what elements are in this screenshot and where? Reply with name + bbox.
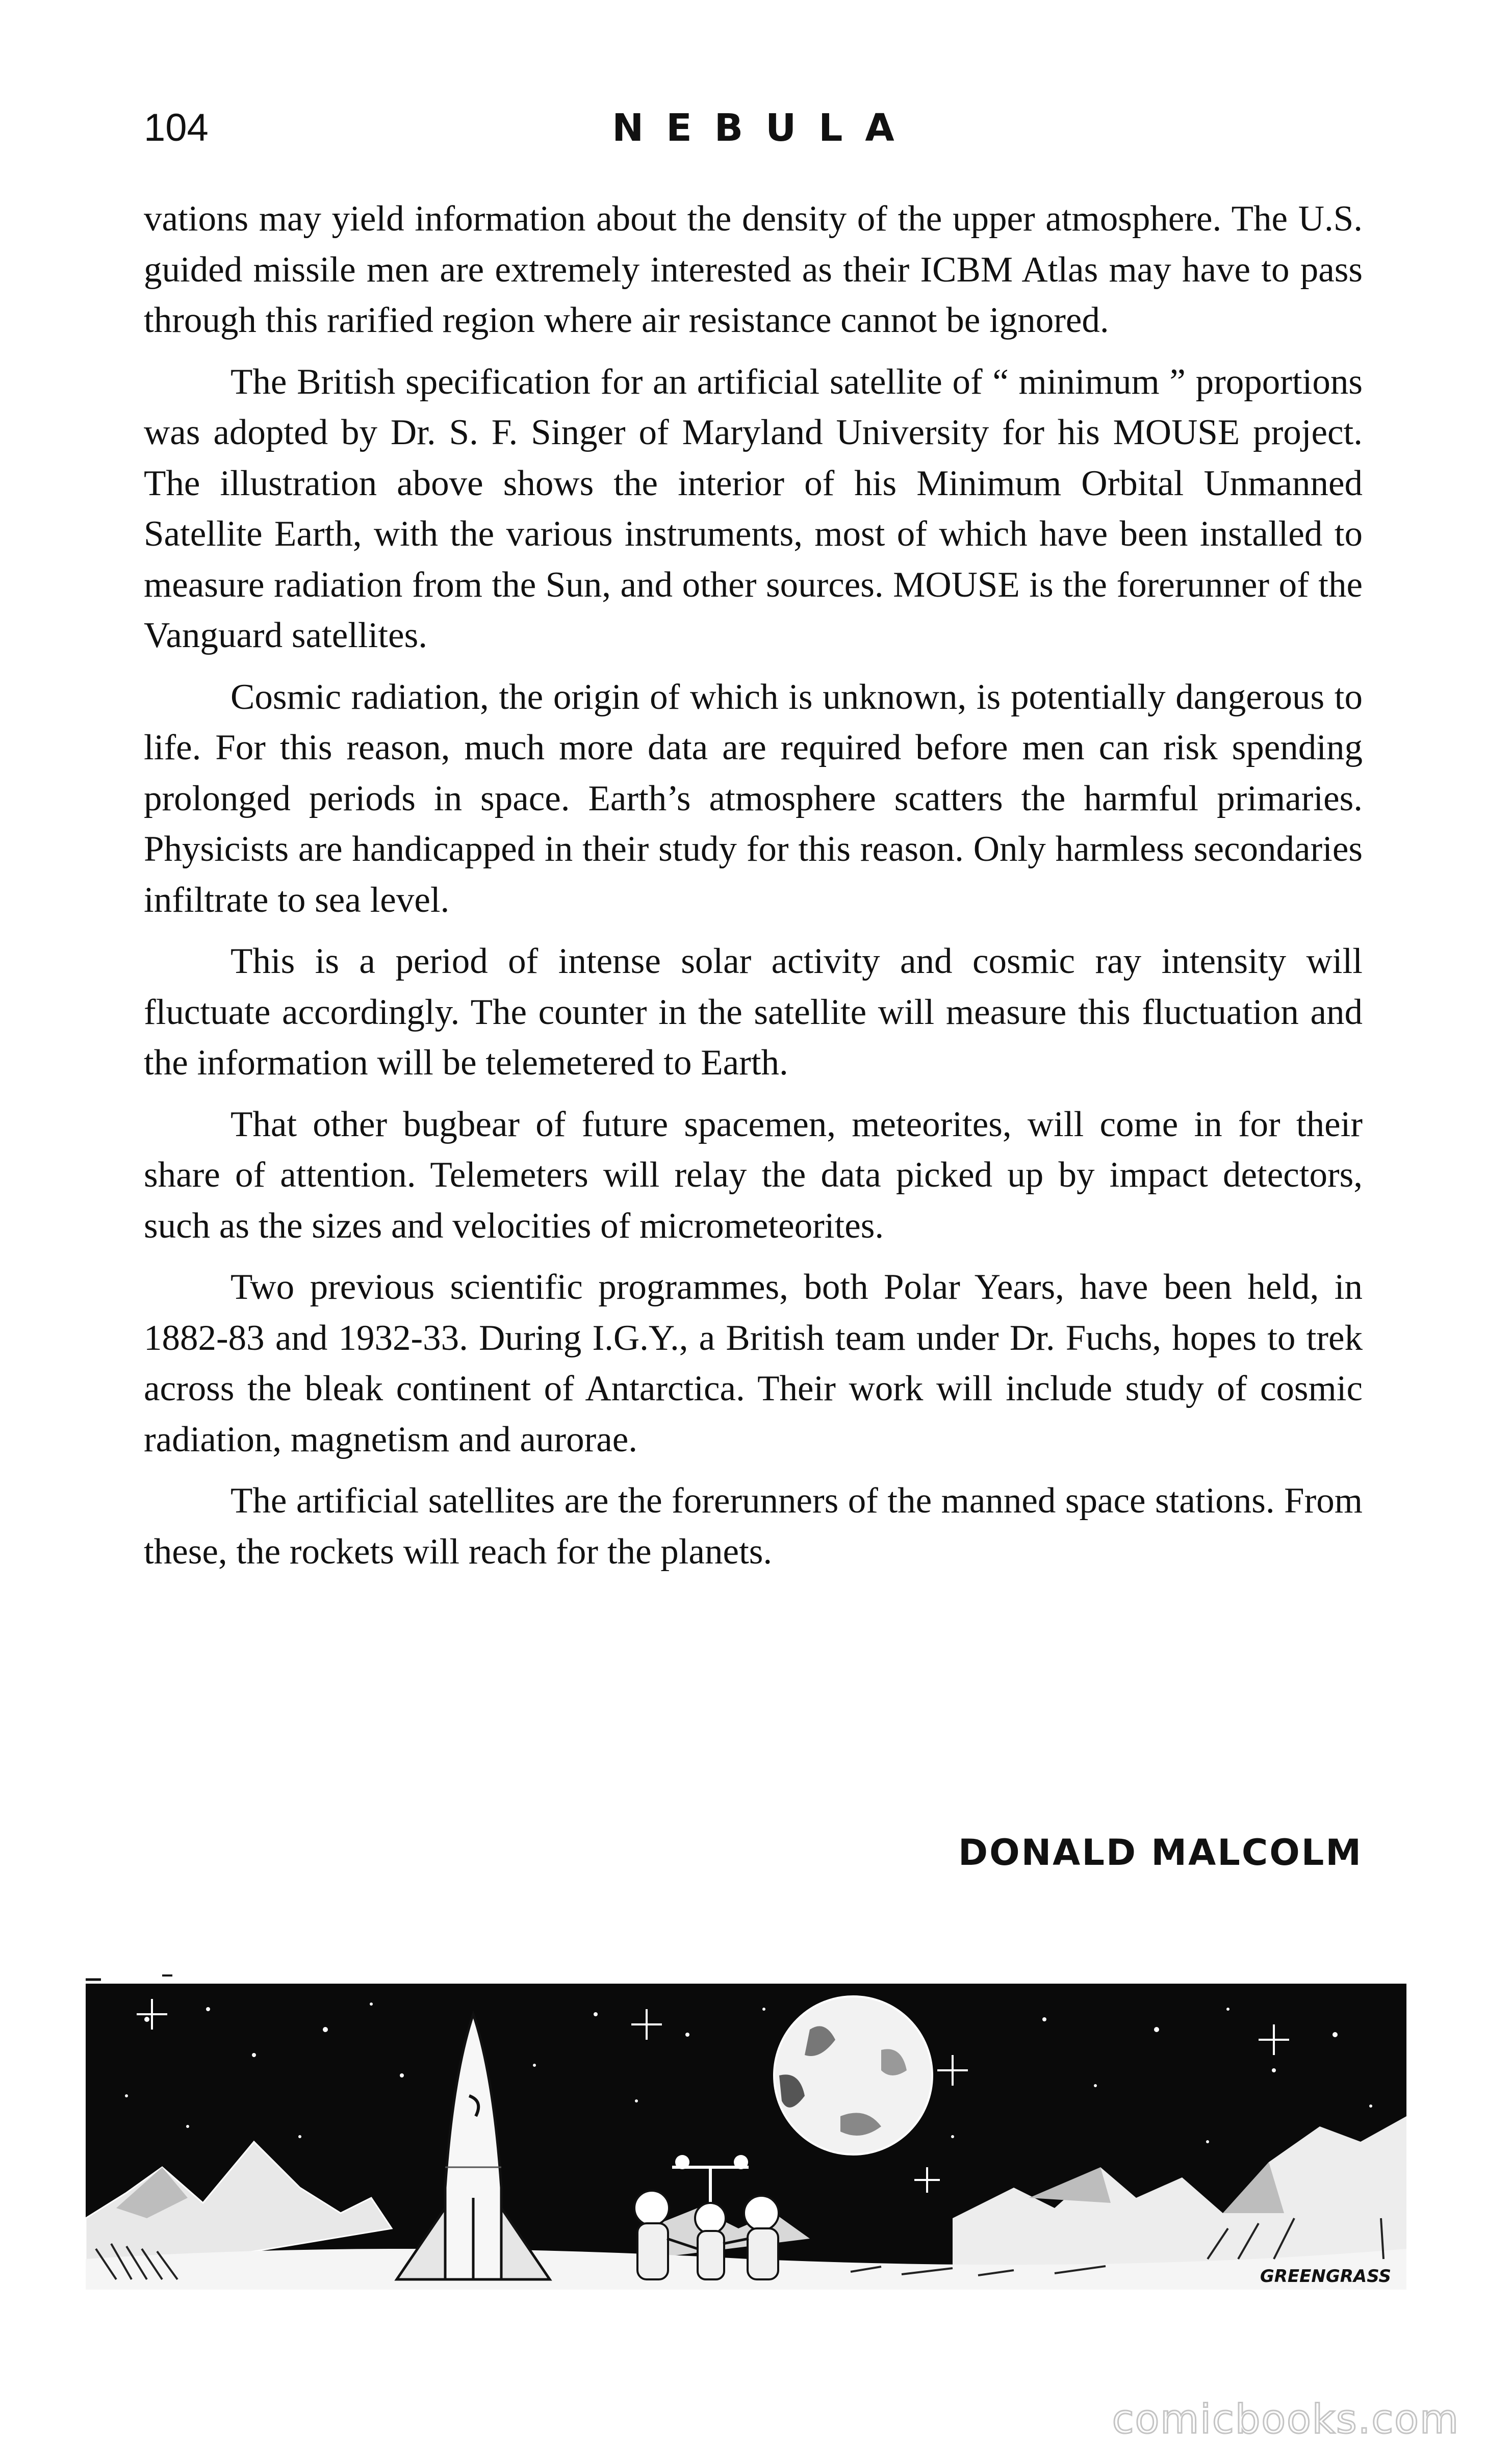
page-header bbox=[144, 100, 1363, 156]
running-title: NEBULA bbox=[612, 106, 917, 150]
paragraph-6: Two previous scientific programmes, both Polar Years, have been held, in 1882-83 and 1932-33. During I.G.Y., a British team under Dr. Fuchs, hopes to trek across the bleak continent of Antarctica. Their work will include study of cosmic radiation, magnetism and aurorae. bbox=[144, 1267, 1363, 1459]
paragraph-3: Cosmic radiation, the origin of which is unknown, is potentially dangerous to life. For this reason, much more data are required before men can risk spending prolonged periods in space. Earth’s atmosphere scatters the harmful primaries. Physicists are handicapped in their study for this reason. Only harmless secondaries infiltrate to sea level. bbox=[144, 677, 1363, 920]
page-number: 104 bbox=[144, 106, 209, 149]
paragraph-1: vations may yield information about the density of the upper atmosphere. The U.S. guided missile men are extremely interested as their ICBM Atlas may have to pass through this rarified region where air resistance cannot be ignored. bbox=[144, 199, 1363, 340]
planet-icon bbox=[774, 1996, 932, 2154]
paragraph-2: The British specification for an artificial satellite of “ minimum ” proportions was adopted by Dr. S. F. Singer of Maryland University for his MOUSE project. The illustration above shows the interior of his Minimum Orbital Unmanned Satellite Earth, with the various instruments, most of which have been installed to measure radiation from the Sun, and other sources. MOUSE is the forerunner of the Vanguard satellites. bbox=[144, 362, 1363, 655]
author-byline: DONALD MALCOLM bbox=[958, 1832, 1363, 1873]
paragraph-7: The artificial satellites are the forerunners of the manned space stations. From these, the rockets will reach for the planets. bbox=[144, 1481, 1363, 1572]
space-landscape-illustration bbox=[86, 1973, 1406, 2290]
paragraph-4: This is a period of intense solar activity and cosmic ray intensity will fluctuate accordingly. The counter in the satellite will measure this fluctuation and the information will be telemetered to Earth. bbox=[144, 941, 1363, 1083]
artist-signature: GREENGRASS bbox=[1260, 2266, 1391, 2287]
article-body bbox=[144, 194, 1363, 1588]
paragraph-5: That other bugbear of future spacemen, meteorites, will come in for their share of attention. Telemeters will relay the data picked up by impact detectors, such as the sizes and velocities of micrometeorites. bbox=[144, 1104, 1363, 1246]
watermark: comicbooks.com bbox=[1112, 2397, 1459, 2443]
